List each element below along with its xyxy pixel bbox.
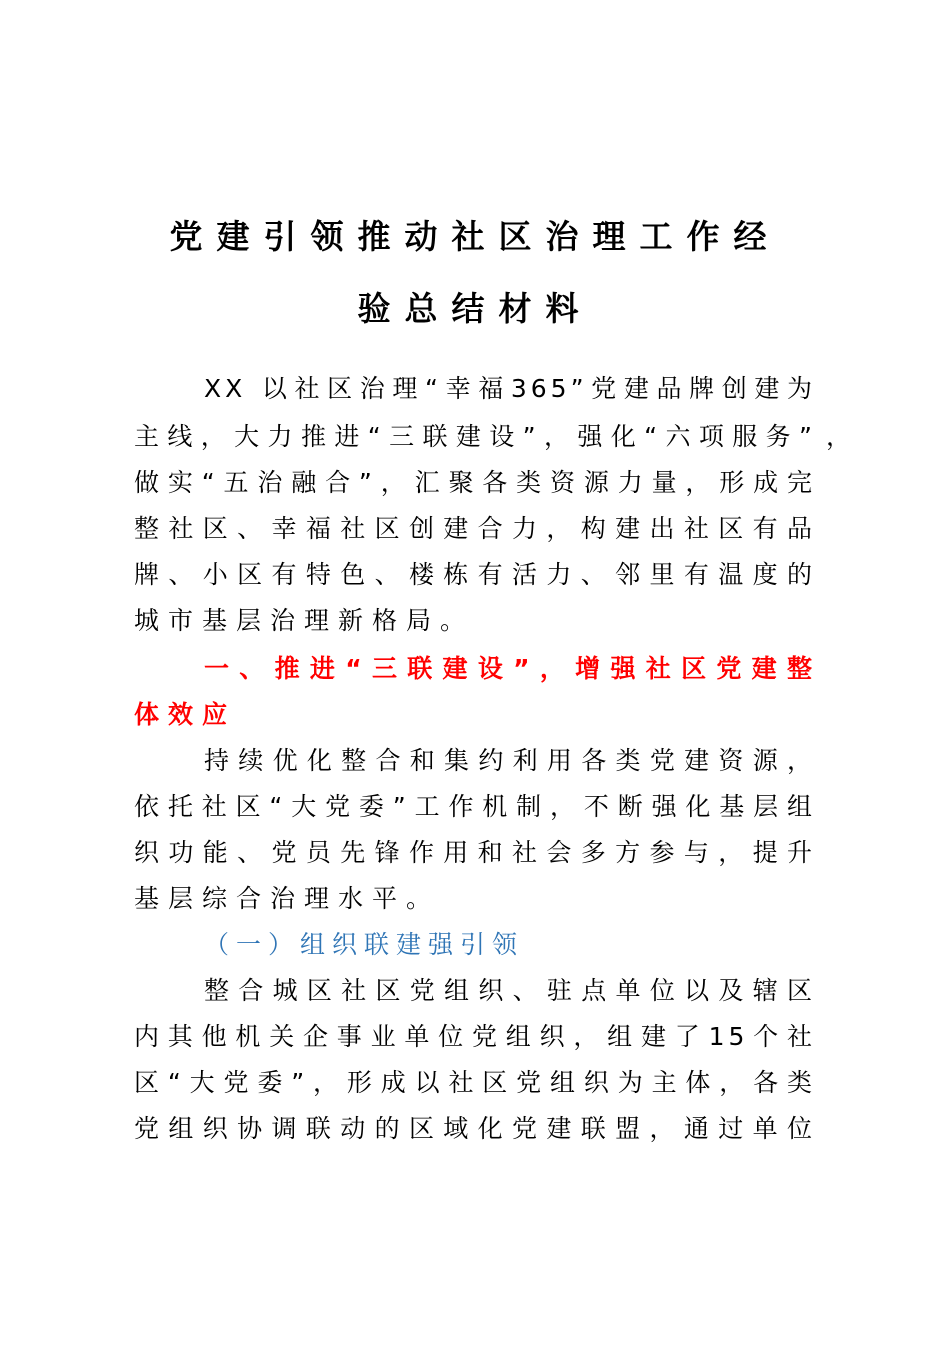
subsection-1-body-line: 党组织协调联动的区域化党建联盟，通过单位 [134,1114,816,1143]
intro-trailing-comma: ， [826,422,852,451]
section-1-heading: 体效应 [134,700,237,729]
section-1-body-line: 织功能、党员先锋作用和社会多方参与，提升 [134,838,816,867]
section-1-heading: 一、推进“三联建设”，增强社区党建整 [204,654,816,683]
intro-line: 整社区、幸福社区创建合力，构建出社区有品 [134,514,816,543]
intro-line: 做实“五治融合”，汇聚各类资源力量，形成完 [134,468,816,497]
intro-line: XX 以社区治理“幸福365”党建品牌创建为 [204,374,816,403]
document-title-line-1: 党建引领推动社区治理工作经 [169,217,781,256]
subsection-1-heading: （一）组织联建强引领 [204,930,525,959]
section-1-body-line: 基层综合治理水平。 [134,884,441,913]
section-1-body-line: 持续优化整合和集约利用各类党建资源， [204,746,816,775]
subsection-1-body-line: 区“大党委”，形成以社区党组织为主体，各类 [134,1068,816,1097]
intro-line: 牌、小区有特色、楼栋有活力、邻里有温度的 [134,560,816,589]
section-1-body-line: 依托社区“大党委”工作机制，不断强化基层组 [134,792,816,821]
subsection-1-body-line: 内其他机关企事业单位党组织，组建了15个社 [134,1022,816,1051]
subsection-1-body-line: 整合城区社区党组织、驻点单位以及辖区 [204,976,816,1005]
intro-line: 城市基层治理新格局。 [134,606,475,635]
document-title-line-2: 验总结材料 [357,289,593,328]
intro-line: 主线，大力推进“三联建设”，强化“六项服务” [134,422,816,451]
